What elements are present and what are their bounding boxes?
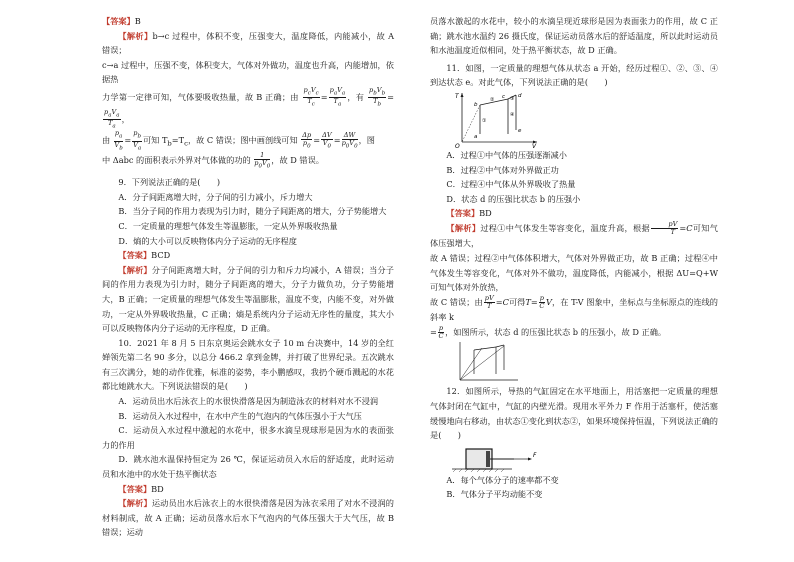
option-d: D．跳水池水温保持恒定为 26 ℃，保证运动员入水后的舒适度，此时运动员和水池中的水处于热平衡状态 <box>102 454 394 480</box>
question-12-stem: 12．如图所示，导热的气缸固定在水平地面上，用活塞把一定质量的理想气体封闭在气缸中，气缸的内壁光滑。现用水平外力 F 作用于活塞杆，使活塞缓慢地向右移动，由状态①变化到状态②，如果环境保持恒温，下列说法正确的是( ) <box>430 386 718 441</box>
analysis-10-continued: 员落水激起的水花中，较小的水滴呈现近球形是因为表面张力的作用，故 C 正确；跳水池水温约 26 摄氏度，保证运动员落水后的舒适温度，所以此时运动员和水池温度近似相同，处于热平衡状态，故 D 正确。 <box>430 16 718 56</box>
point-e: e <box>518 127 522 134</box>
fraction: $\frac{p_b}{V_a}$ <box>133 129 142 151</box>
fraction: $\frac{\Delta V}{V_0}$ <box>322 130 332 150</box>
point-d: d <box>518 92 522 99</box>
step-4: ④ <box>510 111 515 118</box>
force-label: F <box>533 451 537 459</box>
option-c: C．一定质量的理想气体发生等温膨胀，一定从外界吸收热量 <box>118 220 338 231</box>
cylinder-piston <box>452 443 542 473</box>
point-c: c <box>502 93 506 100</box>
tv-graph <box>452 90 542 148</box>
analysis-8-line4: 由 $\frac{p_a}{V_b}$ = $\frac{p_b}{V_a}$ 可知 $T_b=T_c$，故 C 错误；图中画剖线可知 $\frac{\Delta p}{p_0}$ = $\frac{\Delta V}{V_0}$ = $\frac{\Delta W}{p_0V_0}$ ，图 <box>102 129 375 151</box>
question-10-stem: 10．2021 年 8 月 5 日东京奥运会跳水女子 10 m 台决赛中，14 岁的全红婵领先第二名 90 多分，以总分 466.2 拿到金牌，并打破了世界纪录。五次跳水有三次满分，她的动作优雅，标准的姿势，李小鹏感叹，我扔个硬币溅起的水花都比她跳水大。下列说法错误的是( ) <box>102 337 394 392</box>
fraction: $\frac{p_bV_b}{T_b}$ <box>369 85 386 108</box>
analysis-10: 【解析】运动员出水后泳衣上的水很快滑落是因为泳衣采用了对水不浸润的材料制成，故 A 正确；运动员落水后水下气泡内的气体压强大于大气压，故 B 错误；运动 <box>102 498 394 538</box>
fraction: $\frac{p_cV_c}{T_c}$ <box>303 85 319 108</box>
y-axis-label: T <box>455 92 459 100</box>
fraction: $\frac{p}{C}$ <box>438 324 444 341</box>
option-d: D．状态 d 的压强比状态 b 的压强小 <box>446 193 581 204</box>
analysis-11-line2: 故 A 错误；过程②中气体体积增大，气体对外界做正功，故 B 正确；过程④中气体发生等容变化，气体对外不做功，温度降低，内能减小，根据 ΔU=Q+W 可知气体对外放热， <box>430 253 718 293</box>
option-a: A．分子间距离增大时，分子间的引力减小，斥力增大 <box>118 191 313 202</box>
x-axis-label: V <box>532 142 537 148</box>
right-column <box>430 14 718 502</box>
option-a: A．每个气体分子的速率都不变 <box>446 474 559 485</box>
answer-line: 【答案】BD <box>118 483 164 494</box>
option-b: B．气体分子平均动能不变 <box>446 489 543 500</box>
fraction: $\frac{p}{C}$ <box>539 294 545 311</box>
analysis-8-line3: 力学第一定律可知，气体要吸收热量，故 B 正确；由 $\frac{p_cV_c}{T_c}$ = $\frac{p_aV_a}{T_a}$ ，有 $\frac{p_bV_b}{T_b}$ = $\frac{p_aV_a}{T_a}$ ， <box>102 85 394 130</box>
fraction: $\frac{pV}{T}$ <box>484 294 494 311</box>
option-d: D．熵的大小可以反映物体内分子运动的无序程度 <box>118 235 297 246</box>
left-column <box>102 14 394 540</box>
option-b: B．当分子间的作用力表现为引力时，随分子间距离的增大，分子势能增大 <box>118 206 387 217</box>
point-b: b <box>474 101 478 108</box>
question-9-stem: 9．下列说法正确的是( ) <box>118 177 221 188</box>
answer-line: 【答案】BCD <box>118 250 171 261</box>
step-2: ② <box>490 96 495 103</box>
option-b: B．过程②中气体对外界做正功 <box>446 164 559 175</box>
fraction: $\frac{pV}{T}$ <box>651 221 678 236</box>
analysis-8: 【解析】b→c 过程中，体积不变，压强变大，温度降低，内能减小，故 A 错误； <box>102 30 394 56</box>
option-a: A．运动员出水后泳衣上的水很快滑落是因为制造泳衣的材料对水不浸润 <box>118 396 379 407</box>
point-a: a <box>474 133 478 140</box>
analysis-11-line3: 故 C 错误；由 $\frac{pV}{T}$ =C可得T= $\frac{p}{C}$ V，在 T-V 图象中，坐标点与坐标原点的连线的斜率 k <box>430 294 718 323</box>
option-b: B．运动员入水过程中，在水中产生的气泡内的气体压强小于大气压 <box>118 410 362 421</box>
fraction: $\frac{\Delta W}{p_0V_0}$ <box>341 130 358 150</box>
analysis-8-line2: c→a 过程中，压强不变，体积变大，气体对外做功，温度也升高，内能增加，依据热 <box>102 59 394 85</box>
analysis-8-line5: 中 Δabc 的面积表示外界对气体做的功的 $\frac{1}{p_0V_0}$ ，故 D 错误。 <box>102 150 324 170</box>
answer-line: 【答案】BD <box>446 208 492 219</box>
question-11-stem: 11．如图，一定质量的理想气体从状态 a 开始，经历过程①、②、③、④到达状态 e。对此气体，下列说法正确的是( ) <box>430 62 718 88</box>
step-1: ① <box>482 117 487 124</box>
option-c: C．过程④中气体从外界吸收了热量 <box>446 179 576 190</box>
fraction: $\frac{\Delta p}{p_0}$ <box>302 130 312 150</box>
option-a: A．过程①中气体的压强逐渐减小 <box>446 149 567 160</box>
tv-graph-slope <box>452 340 522 384</box>
tv-graph-slope-figure <box>452 340 718 384</box>
tv-graph-figure <box>452 90 718 148</box>
answer-line: 【答案】B <box>102 16 141 26</box>
option-c: C．运动员入水过程中激起的水花中，很多水滴呈现球形是因为水的表面张力的作用 <box>102 425 394 450</box>
analysis-11: 【解析】过程①中气体发生等容变化，温度升高，根据 $\frac{pV}{T}$ =C可知气体压强增大， <box>430 220 718 249</box>
analysis-11-line4: = $\frac{p}{C}$ ，如图所示，状态 d 的压强比状态 b 的压强小，故 D 正确。 <box>430 324 667 341</box>
piston-figure <box>452 443 718 473</box>
fraction: $\frac{p_a}{V_b}$ <box>114 129 123 151</box>
fraction: $\frac{p_aV_a}{T_a}$ <box>329 85 346 108</box>
fraction: $\frac{p_aV_a}{T_a}$ <box>104 107 120 130</box>
origin-label: O <box>455 142 460 148</box>
analysis-9: 【解析】分子间距离增大时，分子间的引力和斥力均减小，A 错误；当分子间的作用力表现为引力时，随分子间距离的增大，分子力做负功，分子势能增大，B 正确；一定质量的理想气体发生等温膨胀，温度不变，内能不变，对外做功，一定从外界吸收热量，C 正确；熵是系统内分子运动无序性的量度，其大小可以反映物体内分子运动的无序程度，D 正确。 <box>102 264 394 334</box>
step-3: ③ <box>510 95 515 102</box>
fraction: $\frac{1}{p_0V_0}$ <box>254 150 271 170</box>
